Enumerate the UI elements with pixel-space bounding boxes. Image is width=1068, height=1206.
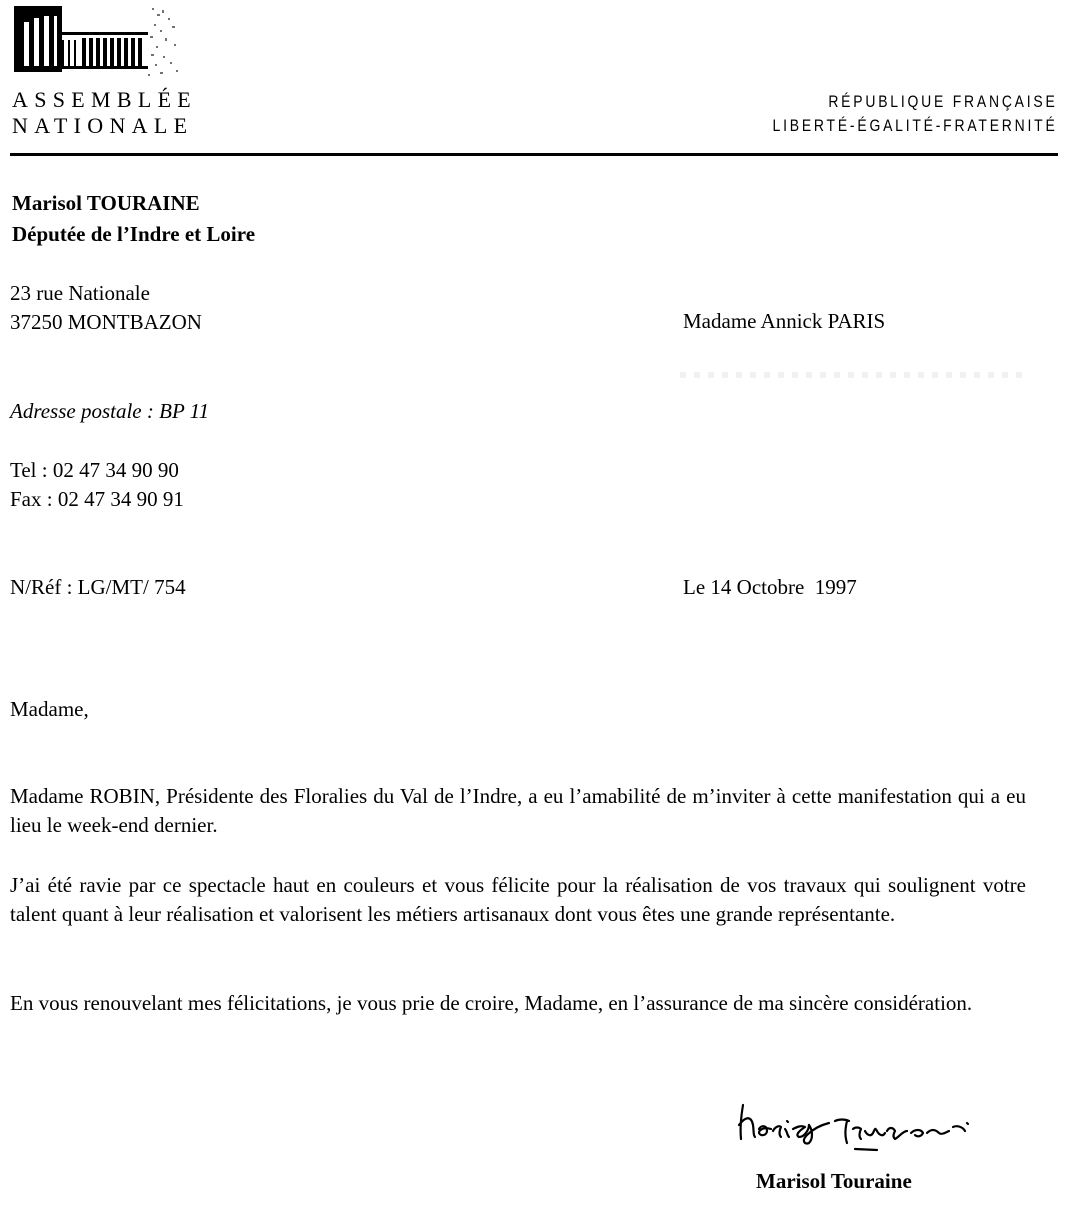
sender-fax: Fax : 02 47 34 90 91 [10,487,184,511]
body-paragraph-2: J’ai été ravie par ce spectacle haut en couleurs et vous félicite pour la réalisation de vos travaux qui soulignent votre talent quant à leur réalisation et valorisent les métiers artisanaux dont vous êtes une grande représentante. [10,873,1026,926]
header-divider [10,153,1058,156]
redacted-address [680,372,1025,378]
assemblee-nationale-logo [12,4,178,78]
letter-date: Le 14 Octobre 1997 [683,575,857,599]
postal-address: Adresse postale : BP 11 [10,399,210,423]
salutation: Madame, [10,697,89,721]
institution-name-line-2: NATIONALE [12,113,194,138]
sender-title: Députée de l’Indre et Loire [12,222,256,246]
body-paragraph-1: Madame ROBIN, Présidente des Floralies du Val de l’Indre, a eu l’amabilité de m’inviter à cette manifestation qui a eu lieu le week-end dernier. [10,784,1026,837]
sender-tel: Tel : 02 47 34 90 90 [10,458,179,482]
sender-address-line-1: 23 rue Nationale [10,281,150,305]
republic-motto: LIBERTÉ-ÉGALITÉ-FRATERNITÉ [773,116,1058,135]
reference: N/Réf : LG/MT/ 754 [10,575,186,599]
handwritten-signature [735,1095,1010,1165]
sender-name: Marisol TOURAINE [12,191,200,215]
recipient-name: Madame Annick PARIS [683,309,886,333]
signatory-name: Marisol Touraine [756,1169,912,1193]
republic-name: RÉPUBLIQUE FRANÇAISE [828,92,1058,111]
sender-address-line-2: 37250 MONTBAZON [10,310,202,334]
body-paragraph-3: En vous renouvelant mes félicitations, je vous prie de croire, Madame, en l’assurance de ma sincère considération. [10,991,973,1015]
institution-name-line-1: ASSEMBLÉE [12,87,198,112]
